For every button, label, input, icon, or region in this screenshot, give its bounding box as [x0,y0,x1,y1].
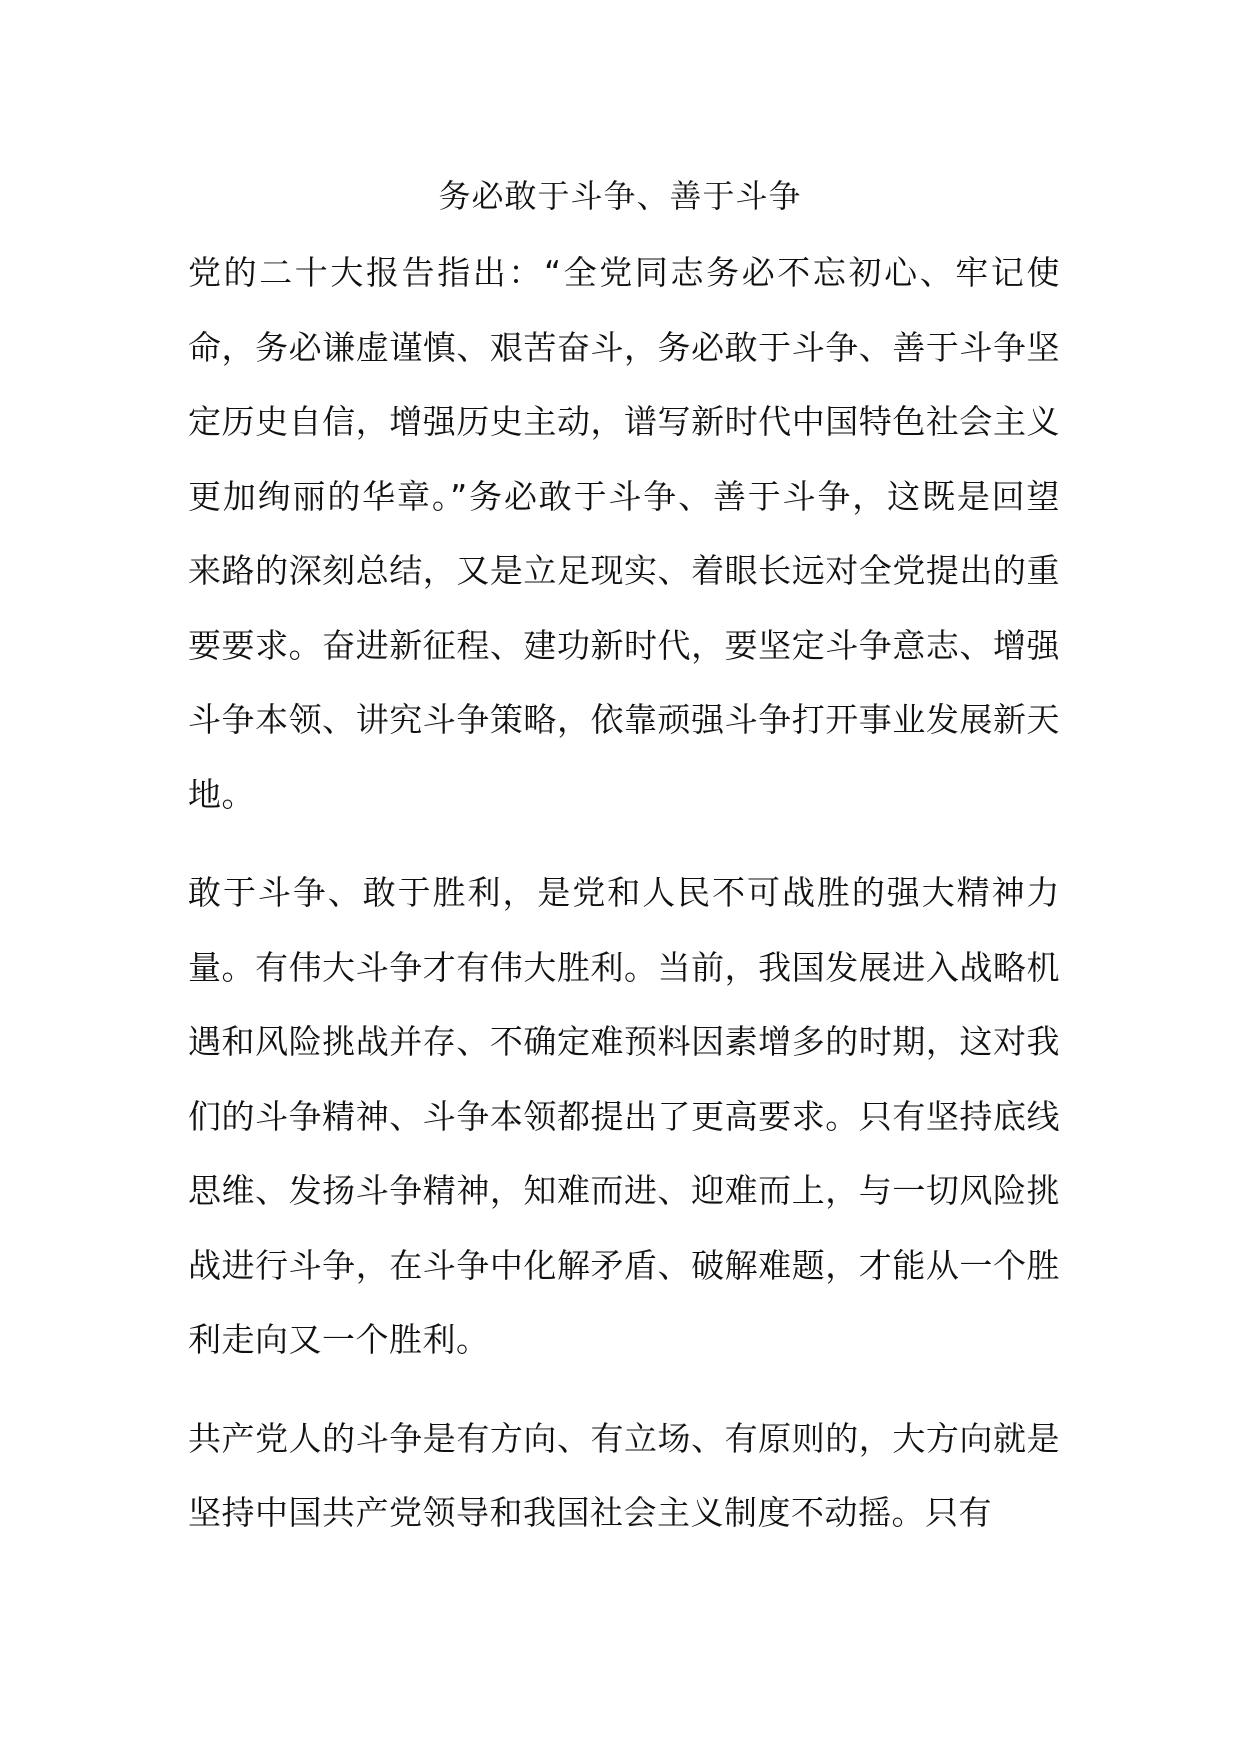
document-title: 务必敢于斗争、善于斗争 [438,177,802,215]
paragraph-1: 党的二十大报告指出：“全党同志务必不忘初心、牢记使命，务必谦虚谨慎、艰苦奋斗，务必敢于斗争、善于斗争坚定历史自信，增强历史主动，谱写新时代中国特色社会主义更加绚丽的华章。”务必敢于斗争、善于斗争，这既是回望来路的深刻总结，又是立足现实、着眼长远对全党提出的重要要求。奋进新征程、建功新时代，要坚定斗争意志、增强斗争本领、讲究斗争策略，依靠顽强斗争打开事业发展新天地。 [188,253,1060,814]
paragraph-2: 敢于斗争、敢于胜利，是党和人民不可战胜的强大精神力量。有伟大斗争才有伟大胜利。当前，我国发展进入战略机遇和风险挑战并存、不确定难预料因素增多的时期，这对我们的斗争精神、斗争本领都提出了更高要求。只有坚持底线思维、发扬斗争精神，知难而进、迎难而上，与一切风险挑战进行斗争，在斗争中化解矛盾、破解难题，才能从一个胜利走向又一个胜利。 [188,873,1060,1359]
document-body [188,236,1060,1575]
paragraph-3: 共产党人的斗争是有方向、有立场、有原则的，大方向就是坚持中国共产党领导和我国社会主义制度不动摇。只有 [188,1418,1060,1532]
